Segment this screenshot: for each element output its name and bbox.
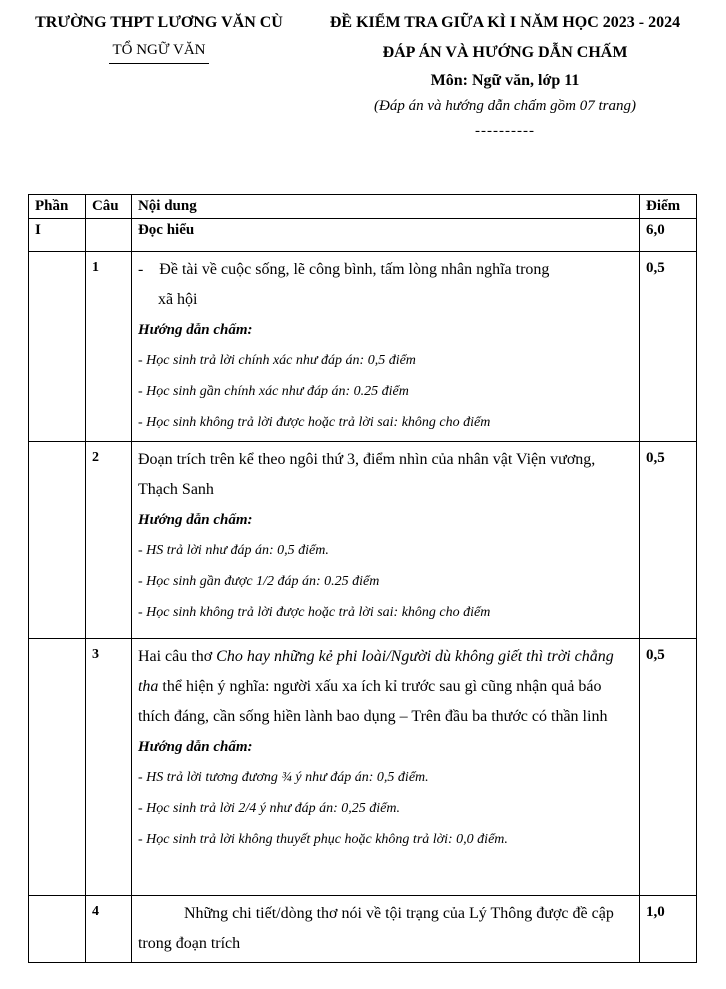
question-score: 0,5	[640, 442, 697, 639]
table-row	[29, 252, 697, 442]
guide-heading: Hướng dẫn chấm:	[137, 322, 253, 338]
table-header-row	[29, 195, 697, 219]
separator-dashes: ----------	[475, 123, 535, 139]
grading-rule: - Học sinh không trả lời được hoặc trả lời sai: không cho điểm	[137, 605, 491, 620]
column-header-question: Câu	[85, 195, 131, 219]
grading-rule: - Học sinh trả lời không thuyết phục hoặc không trả lời: 0,0 điểm.	[137, 832, 508, 847]
section-title: Đọc hiểu	[131, 219, 639, 252]
answer-text	[138, 255, 633, 315]
question-score: 1,0	[640, 896, 697, 963]
guide-heading: Hướng dẫn chấm:	[137, 512, 253, 528]
pages-note: (Đáp án và hướng dẫn chấm gồm 07 trang)	[374, 98, 636, 114]
school-name: TRƯỜNG THPT LƯƠNG VĂN CÙ	[35, 14, 283, 31]
answer-text-rest: thể hiện ý nghĩa: người xấu xa ích kỉ trước sau gì cũng nhận quả báo thích đáng, cần sống hiền lành bao dụng – Trên đầu ba thước có thần linh	[137, 678, 608, 725]
grading-rule: - Học sinh gần được 1/2 đáp án: 0.25 điểm	[137, 574, 380, 589]
answer-text	[138, 642, 633, 732]
question-number: 2	[85, 442, 131, 639]
question-content	[131, 252, 639, 442]
question-number: 4	[85, 896, 131, 963]
grading-rule: - Học sinh không trả lời được hoặc trả lời sai: không cho điểm	[137, 415, 491, 430]
answer-text: Những chi tiết/dòng thơ nói về tội trạng của Lý Thông được đề cập trong đoạn trích	[137, 905, 614, 952]
exam-title: ĐỀ KIỂM TRA GIỮA KÌ I NĂM HỌC 2023 - 2024	[329, 14, 681, 31]
section-score: 6,0	[640, 219, 697, 252]
answer-key-title: ĐÁP ÁN VÀ HƯỚNG DẪN CHẤM	[382, 44, 628, 61]
department-underline	[109, 63, 209, 64]
part-empty-cell	[29, 896, 86, 963]
part-empty-cell	[29, 442, 86, 639]
question-content	[131, 639, 639, 896]
section-row	[29, 219, 697, 252]
answer-line: xã hội	[157, 291, 198, 308]
department-name: TỔ NGỮ VĂN	[112, 42, 206, 58]
table-row	[29, 896, 697, 963]
question-score: 0,5	[640, 639, 697, 896]
grading-rule: - Học sinh gần chính xác như đáp án: 0.25 điểm	[137, 384, 409, 399]
answer-text-lead: Hai câu thơ	[137, 648, 217, 665]
grading-rule: - HS trả lời như đáp án: 0,5 điểm.	[137, 543, 329, 558]
section-empty-cell	[85, 219, 131, 252]
column-header-content: Nội dung	[131, 195, 639, 219]
table-row	[29, 639, 697, 896]
subject-line: Môn: Ngữ văn, lớp 11	[430, 72, 580, 89]
question-content	[131, 442, 639, 639]
column-header-score: Điểm	[640, 195, 697, 219]
table-row	[29, 442, 697, 639]
answer-text: Đoạn trích trên kể theo ngôi thứ 3, điểm nhìn của nhân vật Viện vương, Thạch Sanh	[137, 451, 596, 498]
header-left	[14, 14, 304, 64]
column-header-part: Phần	[29, 195, 86, 219]
answer-line: Đề tài về cuộc sống, lẽ công bình, tấm lòng nhân nghĩa trong	[159, 261, 550, 278]
answer-dash: -	[137, 261, 144, 278]
question-score: 0,5	[640, 252, 697, 442]
question-content	[131, 896, 639, 963]
grading-rule: - HS trả lời tương đương ¾ ý như đáp án: 0,5 điểm.	[137, 770, 429, 785]
question-number: 3	[85, 639, 131, 896]
grading-table	[28, 194, 697, 963]
header-right	[296, 14, 714, 140]
quoted-verse: Cho hay những kẻ phi loài/Người dù không giết thì trời chẳng tha	[137, 648, 614, 695]
grading-rule: - Học sinh trả lời chính xác như đáp án: 0,5 điểm	[137, 353, 416, 368]
section-part: I	[29, 219, 86, 252]
part-empty-cell	[29, 639, 86, 896]
part-empty-cell	[29, 252, 86, 442]
guide-heading: Hướng dẫn chấm:	[137, 739, 253, 755]
grading-rule: - Học sinh trả lời 2/4 ý như đáp án: 0,25 điểm.	[137, 801, 400, 816]
question-number: 1	[85, 252, 131, 442]
